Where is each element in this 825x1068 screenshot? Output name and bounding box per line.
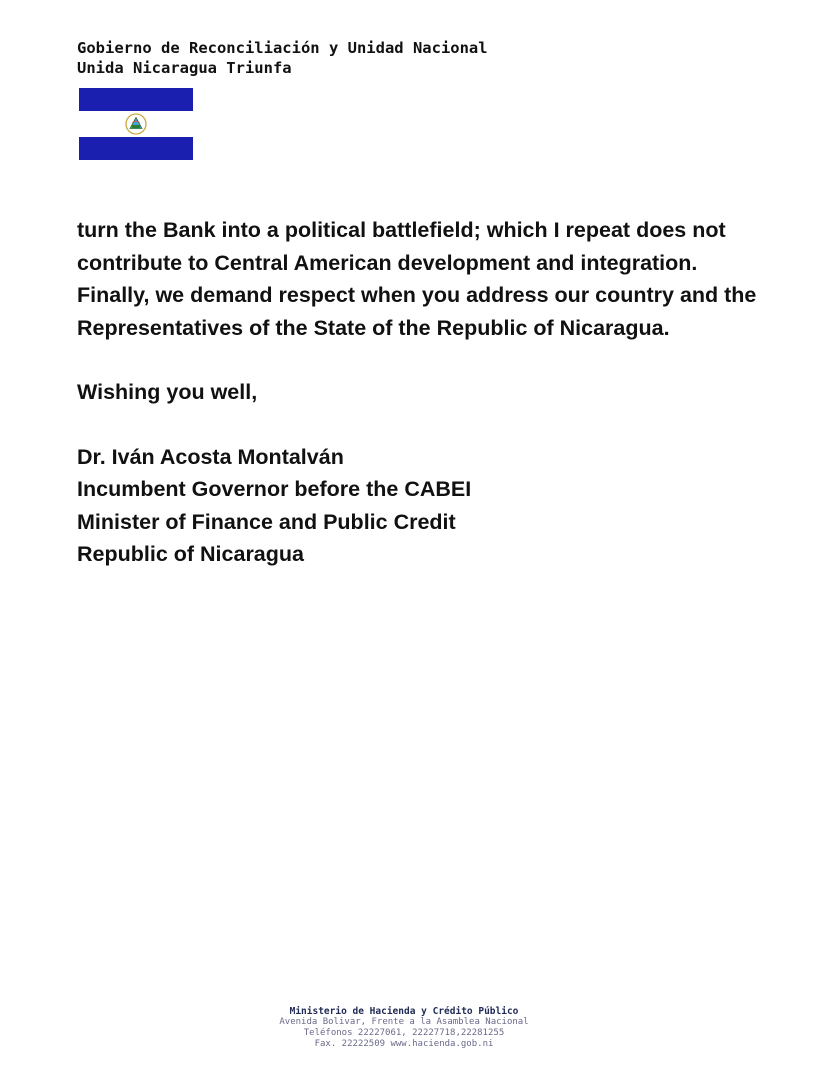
flag-bottom-band bbox=[79, 137, 193, 160]
flag-top-band bbox=[79, 88, 193, 111]
footer-address: Avenida Bolivar, Frente a la Asamblea Nacional bbox=[279, 1017, 529, 1027]
footer-fax-web: Fax. 22222509 www.hacienda.gob.ni bbox=[314, 1039, 494, 1049]
signatory-country: Republic of Nicaragua bbox=[77, 542, 304, 566]
government-slogan: Unida Nicaragua Triunfa bbox=[77, 59, 292, 77]
coat-of-arms-icon bbox=[124, 112, 148, 136]
signatory-title-governor: Incumbent Governor before the CABEI bbox=[77, 477, 472, 501]
footer-ministry: Ministerio de Hacienda y Crédito Público bbox=[289, 1006, 519, 1017]
closing-line: Wishing you well, bbox=[77, 380, 258, 404]
nicaragua-flag-icon bbox=[79, 88, 193, 160]
signatory-title-minister: Minister of Finance and Public Credit bbox=[77, 509, 456, 534]
letterhead bbox=[77, 38, 488, 78]
government-name: Gobierno de Reconciliación y Unidad Nacional bbox=[77, 39, 488, 57]
signatory-name: Dr. Iván Acosta Montalván bbox=[77, 444, 344, 469]
letter-body bbox=[77, 214, 757, 571]
footer-phones: Teléfonos 22227061, 22227718,22281255 bbox=[303, 1028, 505, 1038]
body-paragraph: turn the Bank into a political battlefield; which I repeat does not contribute to Central American development and integration. Finally, we demand respect when you address our country and the Representatives of the State of the Republic of Nicaragua. bbox=[77, 218, 757, 340]
footer bbox=[0, 1006, 808, 1050]
